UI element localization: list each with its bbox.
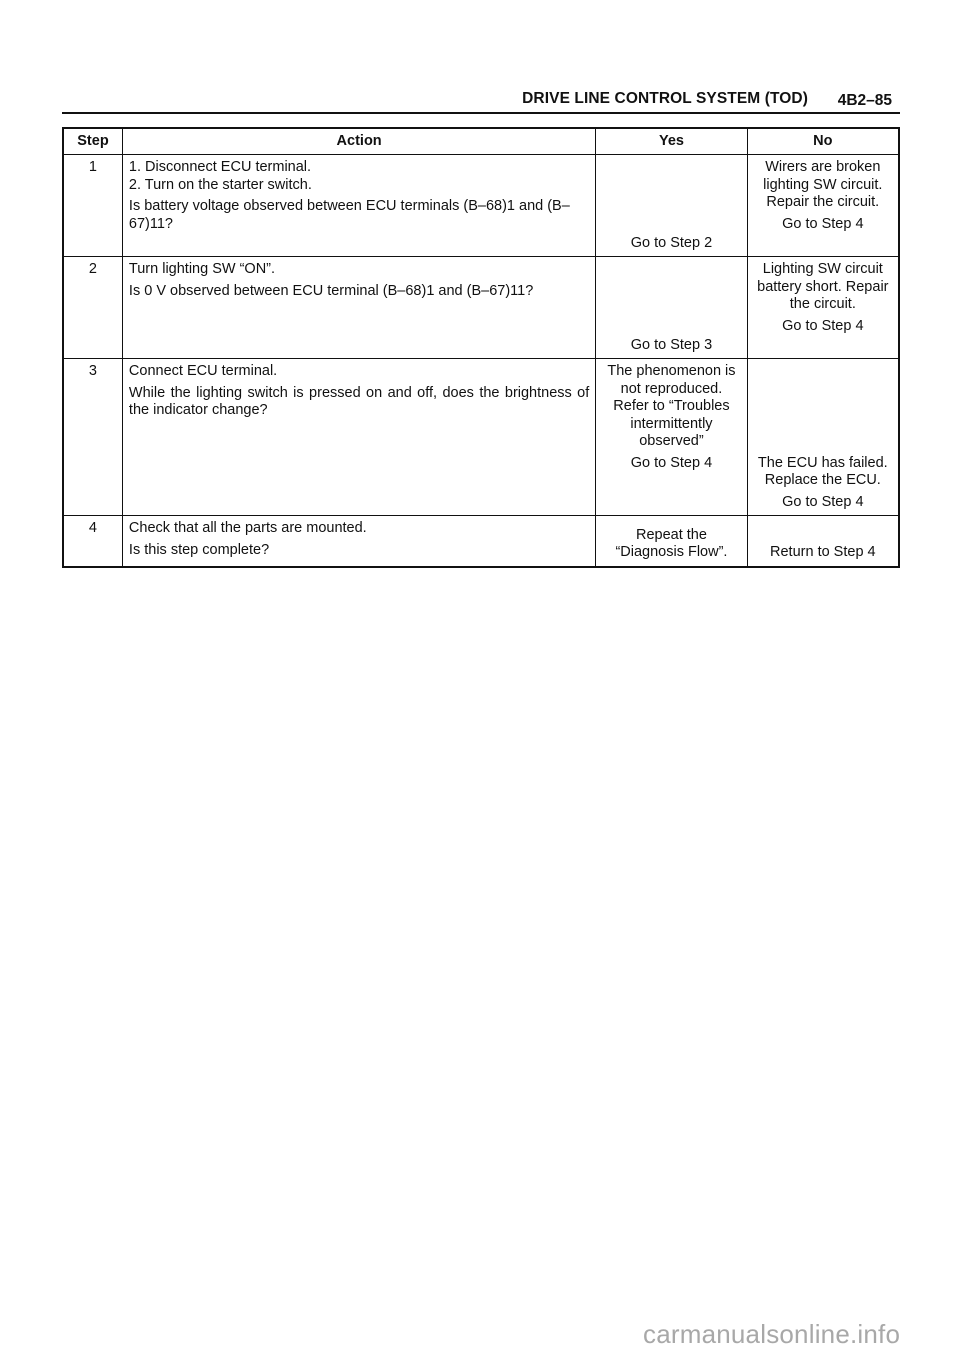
no-result: The ECU has failed. Replace the ECU. bbox=[757, 454, 888, 488]
action-cell bbox=[122, 155, 595, 257]
no-cell bbox=[747, 516, 899, 567]
header-rule bbox=[62, 112, 900, 114]
page-number: 4B2–85 bbox=[837, 92, 892, 109]
action-list-item: 2. Turn on the starter switch. bbox=[128, 176, 312, 193]
action-text: Connect ECU terminal. bbox=[128, 363, 278, 379]
yes-goto: Go to Step 4 bbox=[630, 454, 713, 471]
column-header-step: Step bbox=[63, 128, 122, 155]
action-list-item: 1. Disconnect ECU terminal. bbox=[128, 159, 312, 175]
step-number: 3 bbox=[63, 359, 122, 516]
table-row bbox=[63, 257, 899, 359]
no-result: Lighting SW circuit battery short. Repair the circuit. bbox=[757, 261, 889, 312]
table-row bbox=[63, 516, 899, 567]
yes-cell bbox=[596, 155, 747, 257]
step-number: 2 bbox=[63, 257, 122, 359]
page-header bbox=[62, 88, 900, 114]
no-goto: Go to Step 4 bbox=[782, 317, 864, 334]
action-question: Is battery voltage observed between ECU terminals (B–68)1 and (B–67)11? bbox=[128, 198, 570, 232]
action-text: Turn lighting SW “ON”. bbox=[128, 261, 276, 277]
step-number: 4 bbox=[63, 516, 122, 567]
yes-goto: Go to Step 2 bbox=[630, 234, 713, 251]
table-header-row bbox=[63, 128, 899, 155]
yes-cell bbox=[596, 516, 747, 567]
column-header-action: Action bbox=[122, 128, 595, 155]
column-header-no: No bbox=[747, 128, 899, 155]
no-goto: Go to Step 4 bbox=[782, 493, 864, 510]
action-question: Is this step complete? bbox=[128, 541, 270, 558]
no-goto: Go to Step 4 bbox=[782, 215, 864, 232]
yes-goto: Go to Step 3 bbox=[630, 336, 713, 353]
no-cell bbox=[747, 359, 899, 516]
action-text: Check that all the parts are mounted. bbox=[128, 520, 367, 536]
action-question: Is 0 V observed between ECU terminal (B–68)1 and (B–67)11? bbox=[128, 282, 534, 299]
table-row bbox=[63, 155, 899, 257]
yes-result: The phenomenon is not reproduced. Refer to “Troubles intermittently observed” bbox=[607, 363, 736, 449]
action-cell bbox=[122, 257, 595, 359]
no-result: Return to Step 4 bbox=[770, 544, 876, 560]
diagnosis-table bbox=[62, 127, 900, 568]
column-header-yes: Yes bbox=[596, 128, 747, 155]
yes-cell bbox=[596, 257, 747, 359]
step-number: 1 bbox=[63, 155, 122, 257]
no-cell bbox=[747, 155, 899, 257]
no-result: Wirers are broken lighting SW circuit. Repair the circuit. bbox=[763, 159, 883, 210]
section-title: DRIVE LINE CONTROL SYSTEM (TOD) bbox=[522, 90, 808, 107]
action-cell bbox=[122, 359, 595, 516]
yes-result: Repeat the “Diagnosis Flow”. bbox=[615, 526, 728, 560]
no-cell bbox=[747, 257, 899, 359]
table-row bbox=[63, 359, 899, 516]
yes-cell bbox=[596, 359, 747, 516]
watermark: carmanualsonline.info bbox=[643, 1319, 901, 1349]
action-cell bbox=[122, 516, 595, 567]
action-question: While the lighting switch is pressed on and off, does the brightness of the indicator change? bbox=[128, 384, 590, 418]
